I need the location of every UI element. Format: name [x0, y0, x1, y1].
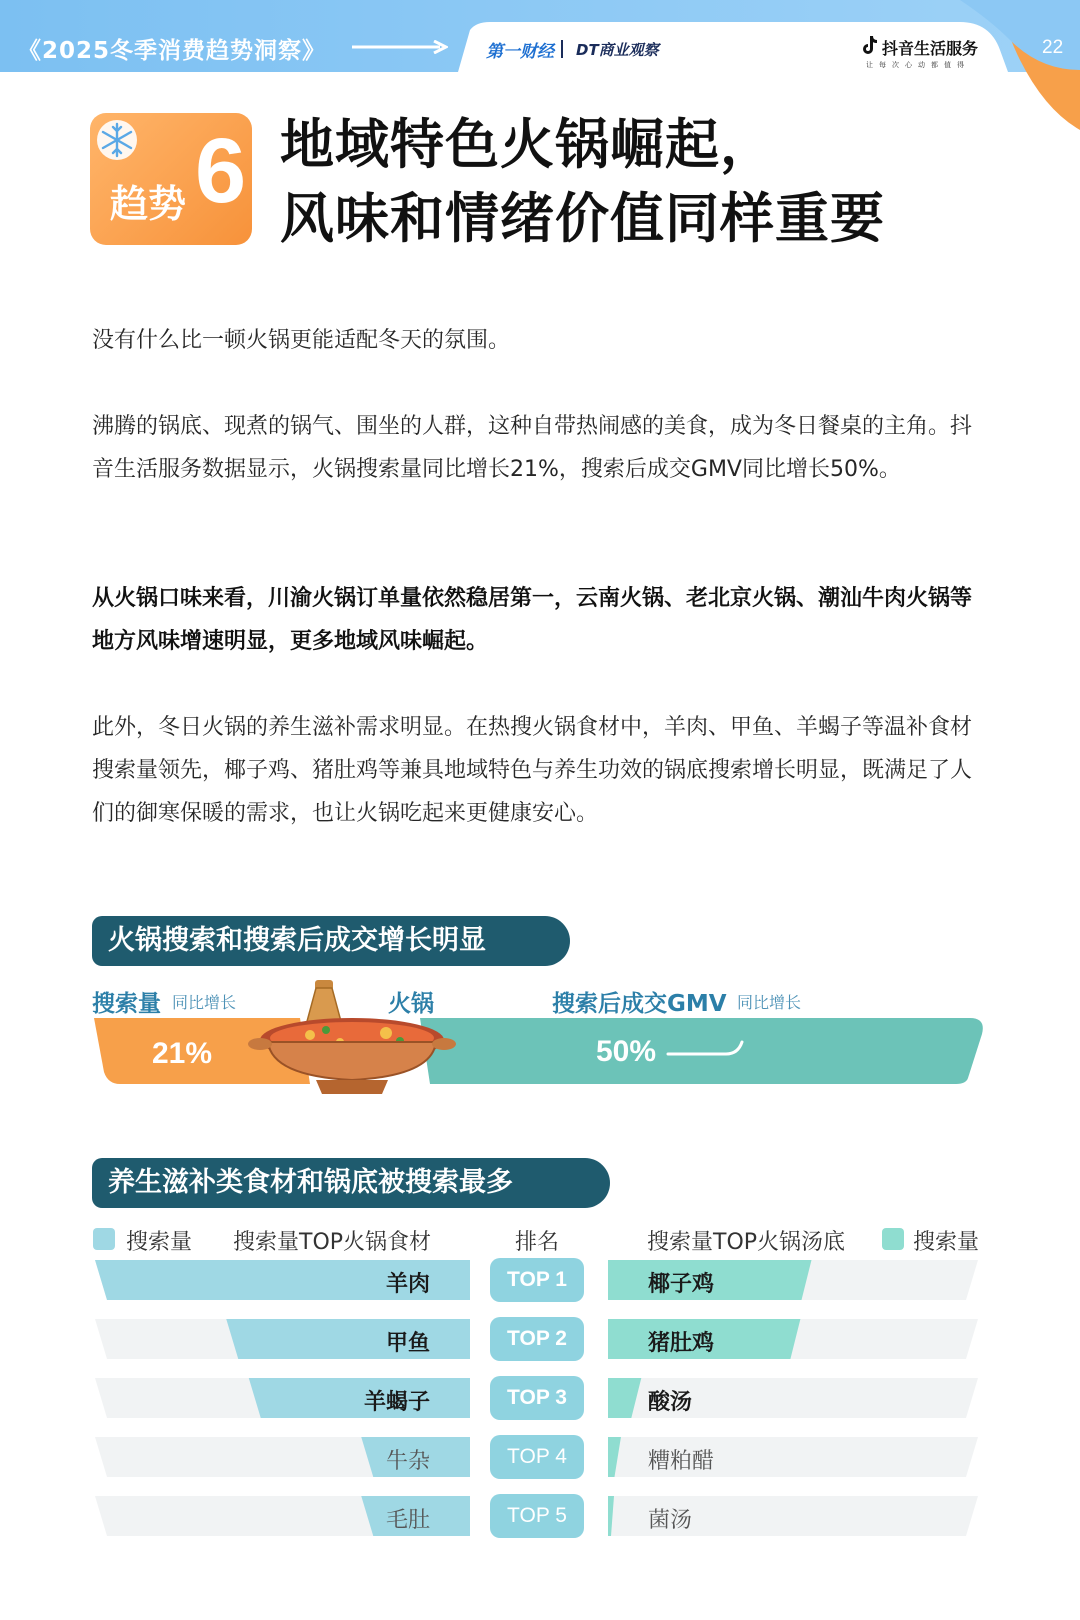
legend-swatch-soups: [882, 1228, 904, 1250]
gmv-growth-value: 50%: [596, 1035, 657, 1068]
rank-badge: TOP 5: [490, 1494, 584, 1538]
corner-decoration: [960, 0, 1080, 130]
paragraph-data: 沸腾的锅底、现煮的锅气、围坐的人群，这种自带热闹感的美食，成为冬日餐桌的主角。抖音生活服务数据显示，火锅搜索量同比增长21%，搜索后成交GMV同比增长50%。: [92, 414, 973, 482]
ingredient-label: 羊蝎子: [363, 1390, 430, 1415]
ingredient-bar: [249, 1378, 470, 1418]
column-header-rank: 排名: [515, 1230, 560, 1255]
search-volume-label: 搜索量: [92, 991, 161, 1017]
page-title-line1: 地域特色火锅崛起，: [280, 113, 775, 176]
ingredient-label: 羊肉: [385, 1272, 430, 1297]
legend-swatch-ingredients: [93, 1228, 115, 1250]
gmv-label: 搜索后成交GMV: [552, 991, 727, 1017]
report-title: 《2025冬季消费趋势洞察》: [18, 38, 327, 64]
logo-divider: [561, 40, 563, 58]
section-title-ranking: 养生滋补类食材和锅底被搜索最多: [92, 1158, 610, 1208]
paragraph-health: 此外，冬日火锅的养生滋补需求明显。在热搜火锅食材中，羊肉、甲鱼、羊蝎子等温补食材搜索量领先，椰子鸡、猪肚鸡等兼具地域特色与养生功效的锅底搜索增长明显，既满足了人们的御寒保暖的需求，也让火锅吃起来更健康安心。: [92, 715, 973, 826]
trend-badge: [90, 113, 252, 245]
soup-label: 菌汤: [648, 1508, 693, 1533]
logo-dt: DT商业观察: [576, 41, 659, 59]
soup-label: 糟粕醋: [648, 1449, 715, 1474]
legend-label-ingredients: 搜索量: [126, 1230, 193, 1255]
soup-label: 椰子鸡: [648, 1272, 715, 1297]
ingredient-bar: [226, 1319, 470, 1359]
rank-badge: TOP 3: [490, 1376, 584, 1420]
page-title: [280, 108, 885, 256]
legend-label-soups: 搜索量: [913, 1230, 980, 1255]
logo-cbn: 第一财经: [486, 42, 554, 62]
page-title-line2: 风味和情绪价值同样重要: [280, 187, 885, 250]
ingredient-label: 甲鱼: [385, 1331, 430, 1356]
section-title-growth: 火锅搜索和搜索后成交增长明显: [92, 916, 570, 966]
trend-number: 6: [195, 120, 247, 222]
growth-graphic: [90, 980, 990, 1100]
paragraph-intro: 没有什么比一顿火锅更能适配冬天的氛围。: [92, 328, 511, 353]
snowflake-icon: [94, 117, 140, 163]
logo-douyin: 抖音生活服务: [882, 39, 979, 58]
tiktok-note-icon: [862, 35, 878, 55]
soup-label: 猪肚鸡: [648, 1331, 715, 1356]
trend-label: 趋势: [110, 182, 187, 226]
hotpot-label: 火锅: [388, 991, 434, 1017]
search-growth-value: 21%: [152, 1037, 213, 1070]
paragraph-flavor: 从火锅口味来看，川渝火锅订单量依然稳居第一，云南火锅、老北京火锅、潮汕牛肉火锅等地方风味增速明显，更多地域风味崛起。: [92, 586, 973, 654]
logo-douyin-tagline: 让每次心动都值得: [866, 61, 970, 69]
gmv-sublabel: 同比增长: [737, 993, 802, 1012]
ingredient-label: 牛杂: [385, 1449, 430, 1474]
soup-label: 酸汤: [648, 1390, 693, 1415]
right-arrow-icon: [352, 40, 448, 54]
search-volume-sublabel: 同比增长: [172, 993, 237, 1012]
rank-badge: TOP 2: [490, 1317, 584, 1361]
rank-badge: TOP 1: [490, 1258, 584, 1302]
rank-badge: TOP 4: [490, 1435, 584, 1479]
page-number: 22: [1042, 37, 1064, 58]
column-header-ingredients: 搜索量TOP火锅食材: [233, 1230, 432, 1255]
gmv-growth-bar: [420, 1018, 983, 1084]
ingredient-label: 毛肚: [385, 1508, 430, 1533]
column-header-soups: 搜索量TOP火锅汤底: [647, 1230, 846, 1255]
